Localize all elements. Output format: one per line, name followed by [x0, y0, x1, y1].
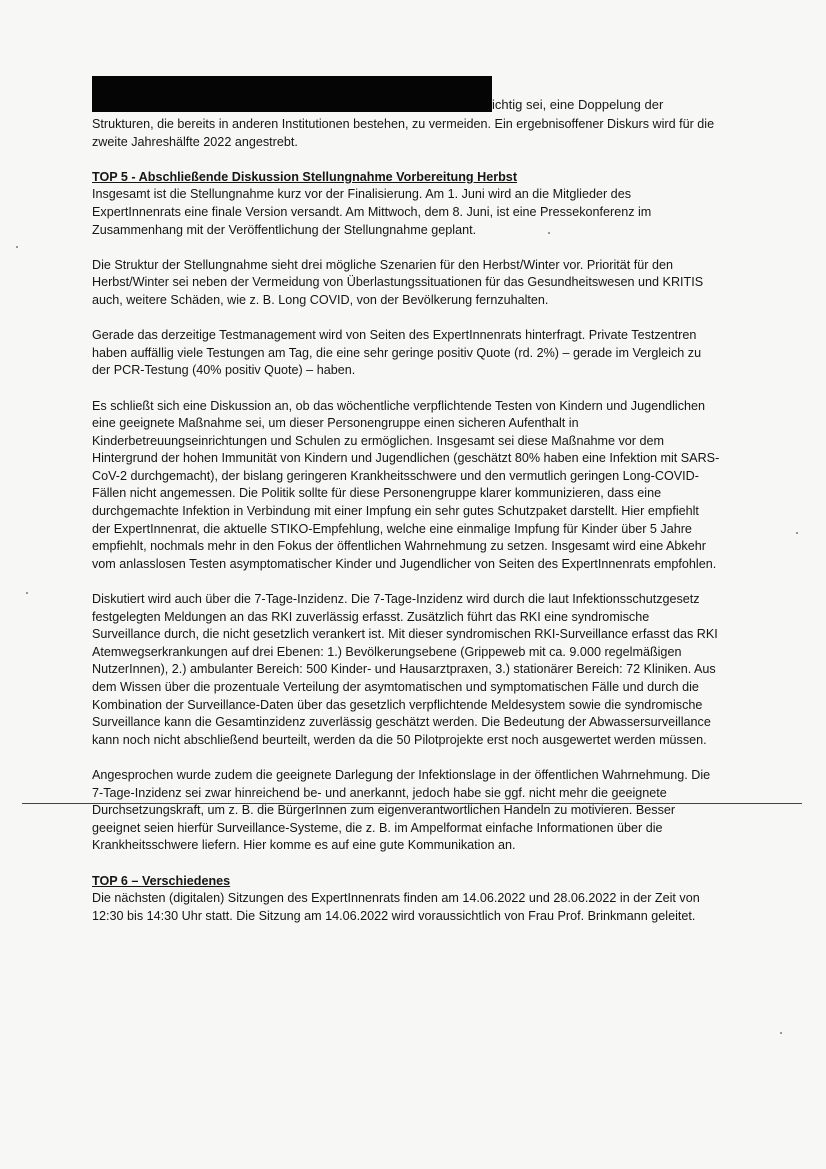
paragraph: Die nächsten (digitalen) Sitzungen des ExpertInnenrats finden am 14.06.2022 und 28.06.2022 in der Zeit von 12:30 bis 14:30 Uhr statt. Die Sitzung am 14.06.2022 wird voraussichtlich von Frau Prof. Brinkmann geleitet.	[92, 891, 700, 923]
paragraph: Insgesamt ist die Stellungnahme kurz vor der Finalisierung. Am 1. Juni wird an die Mitglieder des ExpertInnenrats eine finale Version versandt. Am Mittwoch, dem 8. Juni, ist eine Pressekonferenz im Zusammenhang mit der Veröffentlichung der Stellungnahme geplant.	[92, 187, 652, 237]
scan-speck	[780, 1032, 782, 1034]
scan-speck	[548, 232, 550, 234]
paragraph-gap	[92, 380, 720, 398]
section-heading: TOP 5 - Abschließende Diskussion Stellungnahme Vorbereitung Herbst	[92, 169, 518, 184]
paragraph-gap	[92, 573, 720, 591]
paragraph-gap	[92, 151, 720, 169]
section-heading: TOP 6 – Verschiedenes	[92, 873, 231, 888]
scan-divider-line	[22, 803, 802, 804]
paragraph-gap	[92, 749, 720, 767]
paragraph-gap	[92, 239, 720, 257]
paragraph: Gerade das derzeitige Testmanagement wird von Seiten des ExpertInnenrats hinterfragt. Private Testzentren haben auffällig viele Testungen am Tag, die eine sehr geringe positiv Quote (rd. 2%) – gerade im Vergleich zu der PCR-Testung (40% positiv Quote) – haben.	[92, 328, 702, 378]
paragraph-gap	[92, 310, 720, 328]
paragraph: Angesprochen wurde zudem die geeignete Darlegung der Infektionslage in der öffentlichen Wahrnehmung. Die 7-Tage-Inzidenz sei zwar hinreichend be- und anerkannt, jedoch habe sie ggf. nicht mehr die geeignete Durchsetzungskraft, um z. B. die BürgerInnen zum eigenverantwortlichen Handeln zu motivieren. Besser geeignet seien hierfür Surveillance-Systeme, die z. B. im Ampelformat einfache Informationen über die Krankheitsschwere liefern. Hier komme es auf eine gute Kommunikation an.	[92, 767, 711, 853]
paragraph: Es schließt sich eine Diskussion an, ob das wöchentliche verpflichtende Testen von Kindern und Jugendlichen eine geeignete Maßnahme sei, um dieser Personengruppe einen sicheren Aufenthalt in Kinderbetreuungseinrichtungen und Schulen zu ermöglichen. Insgesamt sei diese Maßnahme vor dem Hintergrund der hohen Immunität von Kindern und Jugendlichen (geschätzt 80% haben eine Infektion mit SARS-CoV-2 durchgemacht), der bislang geringeren Krankheitsschwere und den vermutlich geringen Long-COVID-Fällen nicht angemessen. Die Politik sollte für diese Personengruppe klarer kommunizieren, dass eine durchgemachte Infektion in Verbindung mit einer Impfung ein sehr gutes Schutzpaket darstellt. Hier empfiehlt der ExpertInnenrat, die aktuelle STIKO-Empfehlung, welche eine einmalige Impfung für Kinder über 5 Jahre empfiehlt, nochmals mehr in den Fokus der öffentlichen Wahrnehmung zu setzen. Insgesamt wird eine Abkehr vom anlasslosen Testen asymptomatischer Kinder und Jugendlicher von Seiten des ExpertInnenrats empfohlen.	[92, 398, 720, 571]
redaction-bar	[92, 76, 492, 112]
paragraph: Die Struktur der Stellungnahme sieht drei mögliche Szenarien für den Herbst/Winter vor. Priorität für den Herbst/Winter sei neben der Vermeidung von Überlastungssituationen für das Gesundheitswesen und KRITIS auch, weitere Schäden, wie z. B. Long COVID, von der Bevölkerung fernzuhalten.	[92, 257, 704, 307]
redacted-line-tail: ichtig sei, eine Doppelung der	[492, 97, 664, 112]
paragraph: Diskutiert wird auch über die 7-Tage-Inzidenz. Die 7-Tage-Inzidenz wird durch die laut Infektionsschutzgesetz festgelegten Meldungen an das RKI zuverlässig erfasst. Zusätzlich führt das RKI eine syndromische Surveillance durch, die nicht gesetzlich verankert ist. Mit dieser syndromischen RKI-Surveillance erfasst das RKI Atemwegserkrankungen auf drei Ebenen: 1.) Bevölkerungsebene (Grippeweb mit ca. 9.000 regelmäßigen NutzerInnen), 2.) ambulanter Bereich: 500 Kinder- und Hausarztpraxen, 3.) stationärer Bereich: 72 Kliniken. Aus dem Wissen über die prozentuale Verteilung der asymtomatischen und symptomatischen Fälle und durch die Kombination der Surveillance-Daten über das gesetzlich verpflichtende Meldesystem sowie die syndromische Surveillance kann die Gesamtinzidenz zuverlässig geschätzt werden. Die Bedeutung der Abwassersurveillance kann noch nicht abschließend beurteilt, werden da die 50 Pilotprojekte erst noch ausgewertet werden müssen.	[92, 592, 718, 747]
scan-speck	[796, 532, 798, 534]
scan-speck	[16, 246, 18, 248]
paragraph-gap	[92, 855, 720, 873]
paragraph: Strukturen, die bereits in anderen Institutionen bestehen, zu vermeiden. Ein ergebnisoffener Diskurs wird für die zweite Jahreshälfte 2022 angestrebt.	[92, 117, 715, 149]
scan-speck	[26, 592, 28, 594]
